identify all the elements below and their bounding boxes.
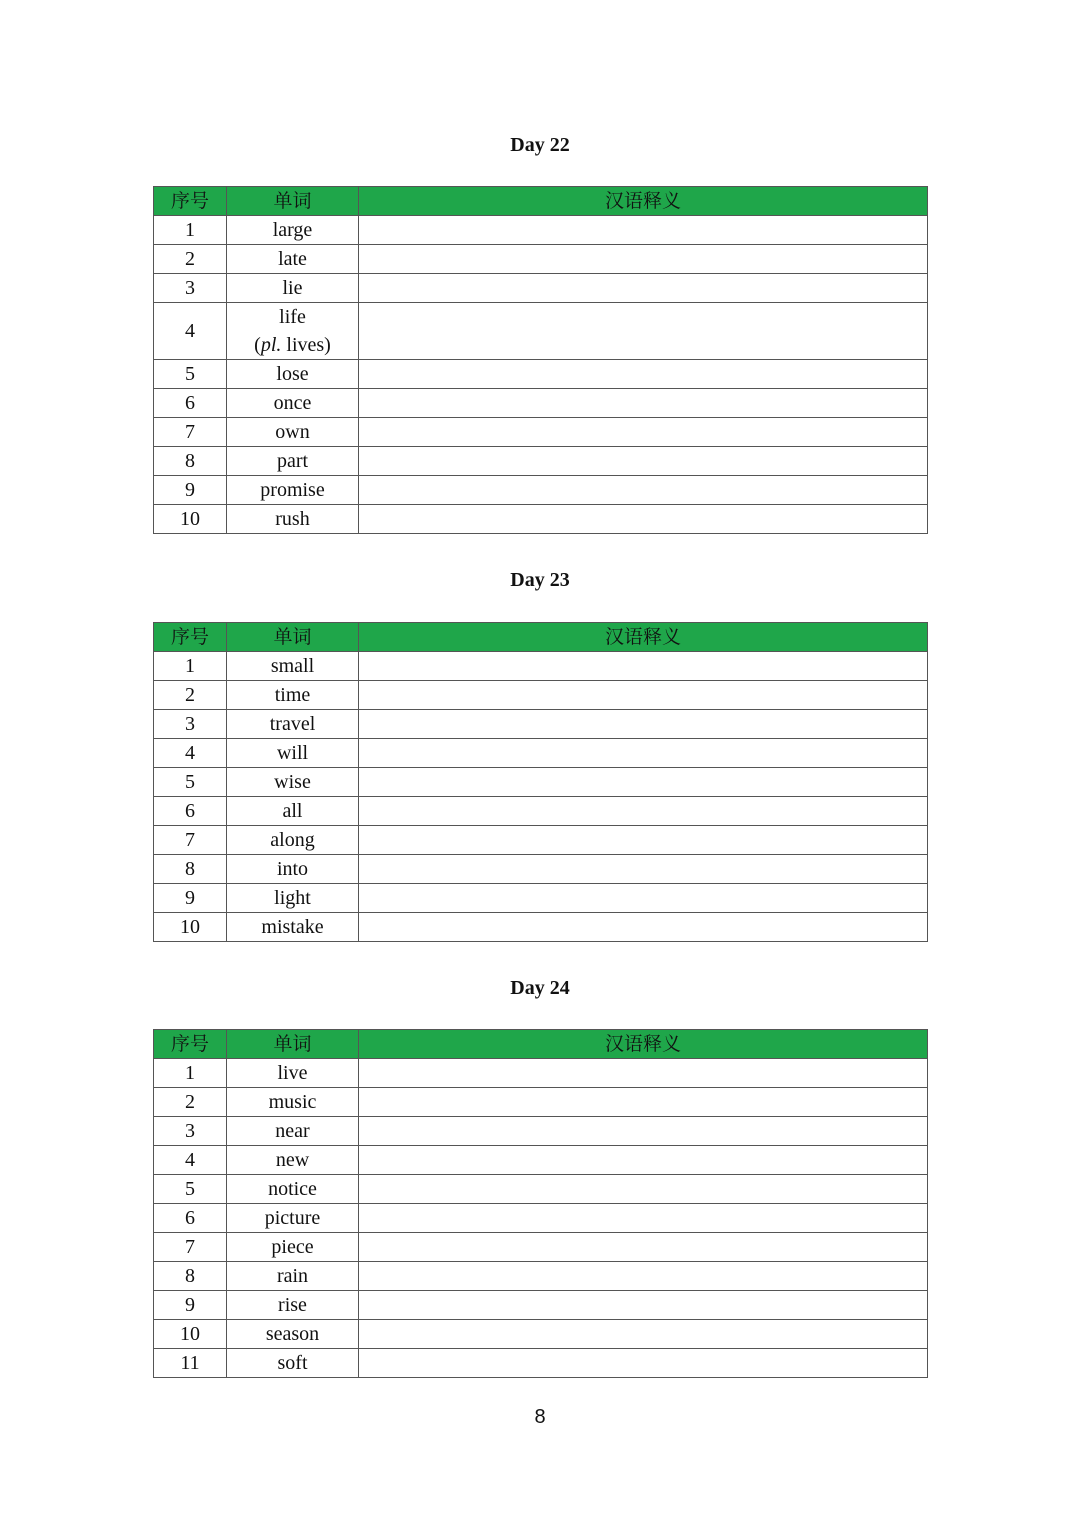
row-meaning-cell[interactable]	[359, 274, 928, 303]
vocab-table-day22	[153, 186, 928, 534]
row-word: large	[227, 216, 359, 245]
row-word: promise	[227, 476, 359, 505]
table-row	[154, 216, 928, 245]
row-meaning-cell[interactable]	[359, 1349, 928, 1378]
table-row	[154, 418, 928, 447]
vocab-table-day24	[153, 1029, 928, 1378]
row-num: 4	[154, 739, 227, 768]
day-title: Day 22	[510, 134, 570, 156]
row-meaning-cell[interactable]	[359, 1262, 928, 1291]
table-row	[154, 274, 928, 303]
table-row	[154, 505, 928, 534]
row-meaning-cell[interactable]	[359, 1233, 928, 1262]
row-meaning-cell[interactable]	[359, 1204, 928, 1233]
row-meaning-cell[interactable]	[359, 884, 928, 913]
table-row	[154, 360, 928, 389]
header-meaning: 汉语释义	[359, 187, 928, 216]
row-word: picture	[227, 1204, 359, 1233]
row-meaning-cell[interactable]	[359, 681, 928, 710]
row-num: 1	[154, 652, 227, 681]
row-num: 8	[154, 855, 227, 884]
header-num: 序号	[154, 623, 227, 652]
row-word: lie	[227, 274, 359, 303]
vocab-table-day23	[153, 622, 928, 942]
row-word: own	[227, 418, 359, 447]
row-meaning-cell[interactable]	[359, 826, 928, 855]
row-meaning-cell[interactable]	[359, 913, 928, 942]
table-row	[154, 739, 928, 768]
row-num: 6	[154, 797, 227, 826]
row-num: 1	[154, 1059, 227, 1088]
row-num: 9	[154, 884, 227, 913]
table-row	[154, 855, 928, 884]
row-num: 3	[154, 1117, 227, 1146]
header-num: 序号	[154, 187, 227, 216]
row-word: life	[279, 306, 306, 328]
row-meaning-cell[interactable]	[359, 216, 928, 245]
row-word: piece	[227, 1233, 359, 1262]
row-meaning-cell[interactable]	[359, 360, 928, 389]
row-num: 2	[154, 681, 227, 710]
day-title: Day 24	[510, 977, 570, 999]
row-num: 3	[154, 274, 227, 303]
row-word: rush	[227, 505, 359, 534]
row-word: rain	[227, 1262, 359, 1291]
row-meaning-cell[interactable]	[359, 303, 928, 360]
row-num: 9	[154, 476, 227, 505]
plural-abbr: pl.	[260, 334, 282, 356]
row-meaning-cell[interactable]	[359, 1175, 928, 1204]
row-word: lose	[227, 360, 359, 389]
row-meaning-cell[interactable]	[359, 389, 928, 418]
table-row	[154, 1291, 928, 1320]
row-word: small	[227, 652, 359, 681]
table-row	[154, 913, 928, 942]
row-num: 5	[154, 360, 227, 389]
row-word: along	[227, 826, 359, 855]
row-word: part	[227, 447, 359, 476]
row-num: 7	[154, 418, 227, 447]
row-num: 5	[154, 1175, 227, 1204]
row-num: 9	[154, 1291, 227, 1320]
row-num: 8	[154, 447, 227, 476]
table-row	[154, 1320, 928, 1349]
row-word: live	[227, 1059, 359, 1088]
row-meaning-cell[interactable]	[359, 245, 928, 274]
row-meaning-cell[interactable]	[359, 418, 928, 447]
row-word: near	[227, 1117, 359, 1146]
row-meaning-cell[interactable]	[359, 652, 928, 681]
row-word: season	[227, 1320, 359, 1349]
row-num: 2	[154, 1088, 227, 1117]
row-num: 8	[154, 1262, 227, 1291]
row-meaning-cell[interactable]	[359, 855, 928, 884]
header-meaning: 汉语释义	[359, 1030, 928, 1059]
header-word: 单词	[227, 187, 359, 216]
row-meaning-cell[interactable]	[359, 1088, 928, 1117]
table-row	[154, 710, 928, 739]
row-word: light	[227, 884, 359, 913]
table-row	[154, 1088, 928, 1117]
row-num: 6	[154, 1204, 227, 1233]
table-row	[154, 797, 928, 826]
table-row	[154, 884, 928, 913]
header-word: 单词	[227, 1030, 359, 1059]
table-row	[154, 652, 928, 681]
row-num: 11	[154, 1349, 227, 1378]
row-num: 6	[154, 389, 227, 418]
header-word: 单词	[227, 623, 359, 652]
row-word: wise	[227, 768, 359, 797]
row-word: mistake	[227, 913, 359, 942]
row-word: late	[227, 245, 359, 274]
table-row	[154, 245, 928, 274]
row-num: 5	[154, 768, 227, 797]
row-meaning-cell[interactable]	[359, 797, 928, 826]
table-row	[154, 1262, 928, 1291]
row-word: new	[227, 1146, 359, 1175]
row-meaning-cell[interactable]	[359, 505, 928, 534]
table-row	[154, 826, 928, 855]
row-num: 10	[154, 1320, 227, 1349]
row-word: once	[227, 389, 359, 418]
row-word: time	[227, 681, 359, 710]
table-row	[154, 1204, 928, 1233]
row-word: music	[227, 1088, 359, 1117]
row-meaning-cell[interactable]	[359, 447, 928, 476]
row-word: into	[227, 855, 359, 884]
table-row	[154, 303, 928, 360]
table-header-row	[154, 623, 928, 652]
header-meaning: 汉语释义	[359, 623, 928, 652]
row-num: 10	[154, 505, 227, 534]
table-header-row	[154, 187, 928, 216]
table-row	[154, 447, 928, 476]
table-row	[154, 1175, 928, 1204]
table-row	[154, 1349, 928, 1378]
row-word: travel	[227, 710, 359, 739]
table-row	[154, 681, 928, 710]
day-title: Day 23	[510, 569, 570, 591]
row-num: 10	[154, 913, 227, 942]
row-word: soft	[227, 1349, 359, 1378]
row-word: will	[227, 739, 359, 768]
row-word-plural: (pl. lives)	[254, 334, 331, 356]
row-num: 3	[154, 710, 227, 739]
row-meaning-cell[interactable]	[359, 1320, 928, 1349]
table-row	[154, 1059, 928, 1088]
row-num: 2	[154, 245, 227, 274]
row-num: 1	[154, 216, 227, 245]
table-row	[154, 1146, 928, 1175]
row-num: 7	[154, 826, 227, 855]
table-row	[154, 1117, 928, 1146]
row-meaning-cell[interactable]	[359, 739, 928, 768]
table-row	[154, 1233, 928, 1262]
table-header-row	[154, 1030, 928, 1059]
row-word: rise	[227, 1291, 359, 1320]
table-row	[154, 476, 928, 505]
row-word: notice	[227, 1175, 359, 1204]
row-word-cell	[227, 303, 359, 360]
row-meaning-cell[interactable]	[359, 1146, 928, 1175]
row-meaning-cell[interactable]	[359, 710, 928, 739]
row-word: all	[227, 797, 359, 826]
header-num: 序号	[154, 1030, 227, 1059]
row-num: 4	[154, 1146, 227, 1175]
row-meaning-cell[interactable]	[359, 476, 928, 505]
plural-form: lives	[286, 334, 325, 356]
table-row	[154, 389, 928, 418]
row-num: 4	[154, 303, 227, 360]
row-meaning-cell[interactable]	[359, 768, 928, 797]
page-number: 8	[534, 1406, 546, 1428]
row-meaning-cell[interactable]	[359, 1059, 928, 1088]
row-num: 7	[154, 1233, 227, 1262]
row-meaning-cell[interactable]	[359, 1291, 928, 1320]
row-meaning-cell[interactable]	[359, 1117, 928, 1146]
table-row	[154, 768, 928, 797]
